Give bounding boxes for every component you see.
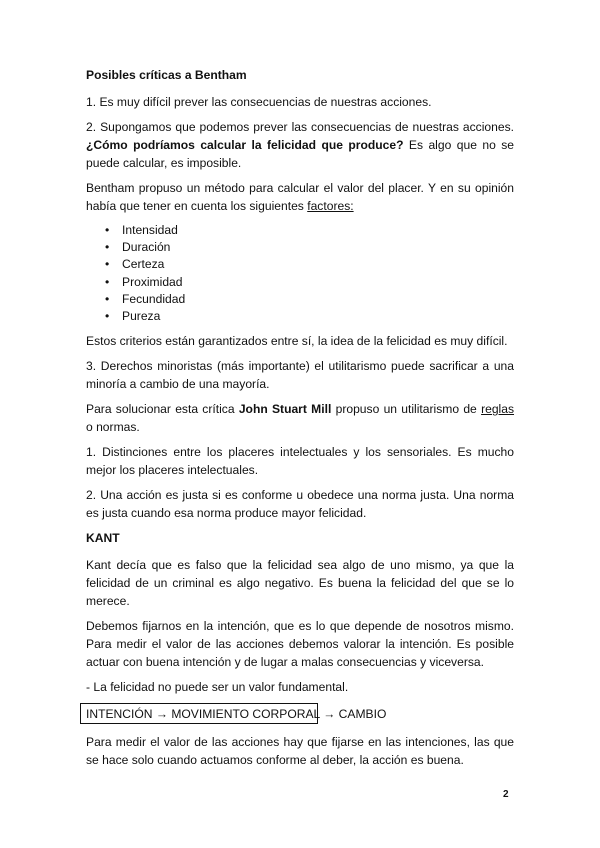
document-page (86, 66, 514, 776)
bullet-icon: • (105, 309, 110, 324)
list-item (86, 308, 514, 325)
section-title-kant: KANT (86, 531, 120, 546)
factor-label: Duración (122, 240, 171, 255)
text-run: Para solucionar esta crítica (86, 402, 239, 417)
bullet-icon: • (105, 223, 110, 237)
text-run: Bentham propuso un método para calcular el valor del placer. Y en su opinión había que tener en cuenta los siguientes (86, 181, 514, 213)
text-run: 2. Supongamos que podemos prever las consecuencias de nuestras acciones. (86, 120, 514, 134)
underlined-reglas: reglas (481, 402, 515, 417)
underlined-factores: factores: (307, 199, 354, 213)
paragraph-happiness-not-fundamental: - La felicidad no puede ser un valor fundamental. (86, 680, 349, 695)
bullet-icon: • (105, 274, 110, 289)
paragraph-kant-intention: Debemos fijarnos en la intención, que es lo que depende de nosotros mismo. Para medir el valor de las acciones debemos valorar la intención. Es posible actuar con buena intención y de lugar a malas consecuencias y viceversa. (86, 619, 514, 670)
paragraph-critique-1: 1. Es muy difícil prever las consecuencias de nuestras acciones. (86, 95, 432, 109)
text-run: o normas. (86, 420, 140, 435)
list-item (86, 222, 514, 239)
list-item (86, 291, 514, 308)
factor-label: Pureza (122, 309, 161, 324)
section-title-bentham: Posibles críticas a Bentham (86, 68, 247, 82)
paragraph-mill-point-2: 2. Una acción es justa si es conforme u obedece una norma justa. Una norma es justa cuando esa norma produce mayor felicidad. (86, 488, 514, 521)
text-run: propuso un utilitarismo de (331, 402, 482, 417)
factors-list (86, 222, 514, 325)
list-item (86, 256, 514, 273)
bullet-icon: • (105, 257, 110, 272)
paragraph-critique-2 (86, 118, 514, 172)
bullet-icon: • (105, 291, 110, 306)
factor-label: Fecundidad (122, 291, 186, 306)
paragraph-mill (86, 400, 514, 436)
factor-label: Intensidad (122, 223, 178, 237)
page-number: 2 (503, 789, 509, 800)
text-run: Es algo que no se puede calcular, es imposible. (86, 138, 514, 170)
paragraph-bentham-method (86, 179, 514, 215)
bold-question: ¿Cómo podríamos calcular la felicidad que produce? (86, 138, 404, 152)
paragraph-kant-happiness: Kant decía que es falso que la felicidad sea algo de uno mismo, ya que la felicidad de un criminal es algo negativo. Es buena la felicidad del que se lo merece. (86, 558, 514, 609)
list-item (86, 274, 514, 291)
factor-label: Certeza (122, 257, 165, 272)
paragraph-mill-point-1: 1. Distinciones entre los placeres intelectuales y los sensoriales. Es mucho mejor los placeres intelectuales. (86, 445, 514, 478)
factor-label: Proximidad (122, 274, 183, 289)
list-item (86, 239, 514, 256)
intention-flow-text: INTENCIÓN → MOVIMIENTO CORPORAL → CAMBIO (86, 707, 387, 722)
paragraph-kant-duty: Para medir el valor de las acciones hay que fijarse en las intenciones, las que se hace solo cuando actuamos conforme al deber, la acción es buena. (86, 735, 514, 768)
bold-john-stuart-mill: John Stuart Mill (238, 402, 332, 417)
intention-flow (86, 703, 514, 725)
paragraph-critique-3: 3. Derechos minoristas (más importante) el utilitarismo puede sacrificar a una minoría a cambio de una mayoría. (86, 359, 514, 392)
bullet-icon: • (105, 240, 110, 255)
paragraph-criteria: Estos criterios están garantizados entre sí, la idea de la felicidad es muy difícil. (86, 334, 508, 349)
